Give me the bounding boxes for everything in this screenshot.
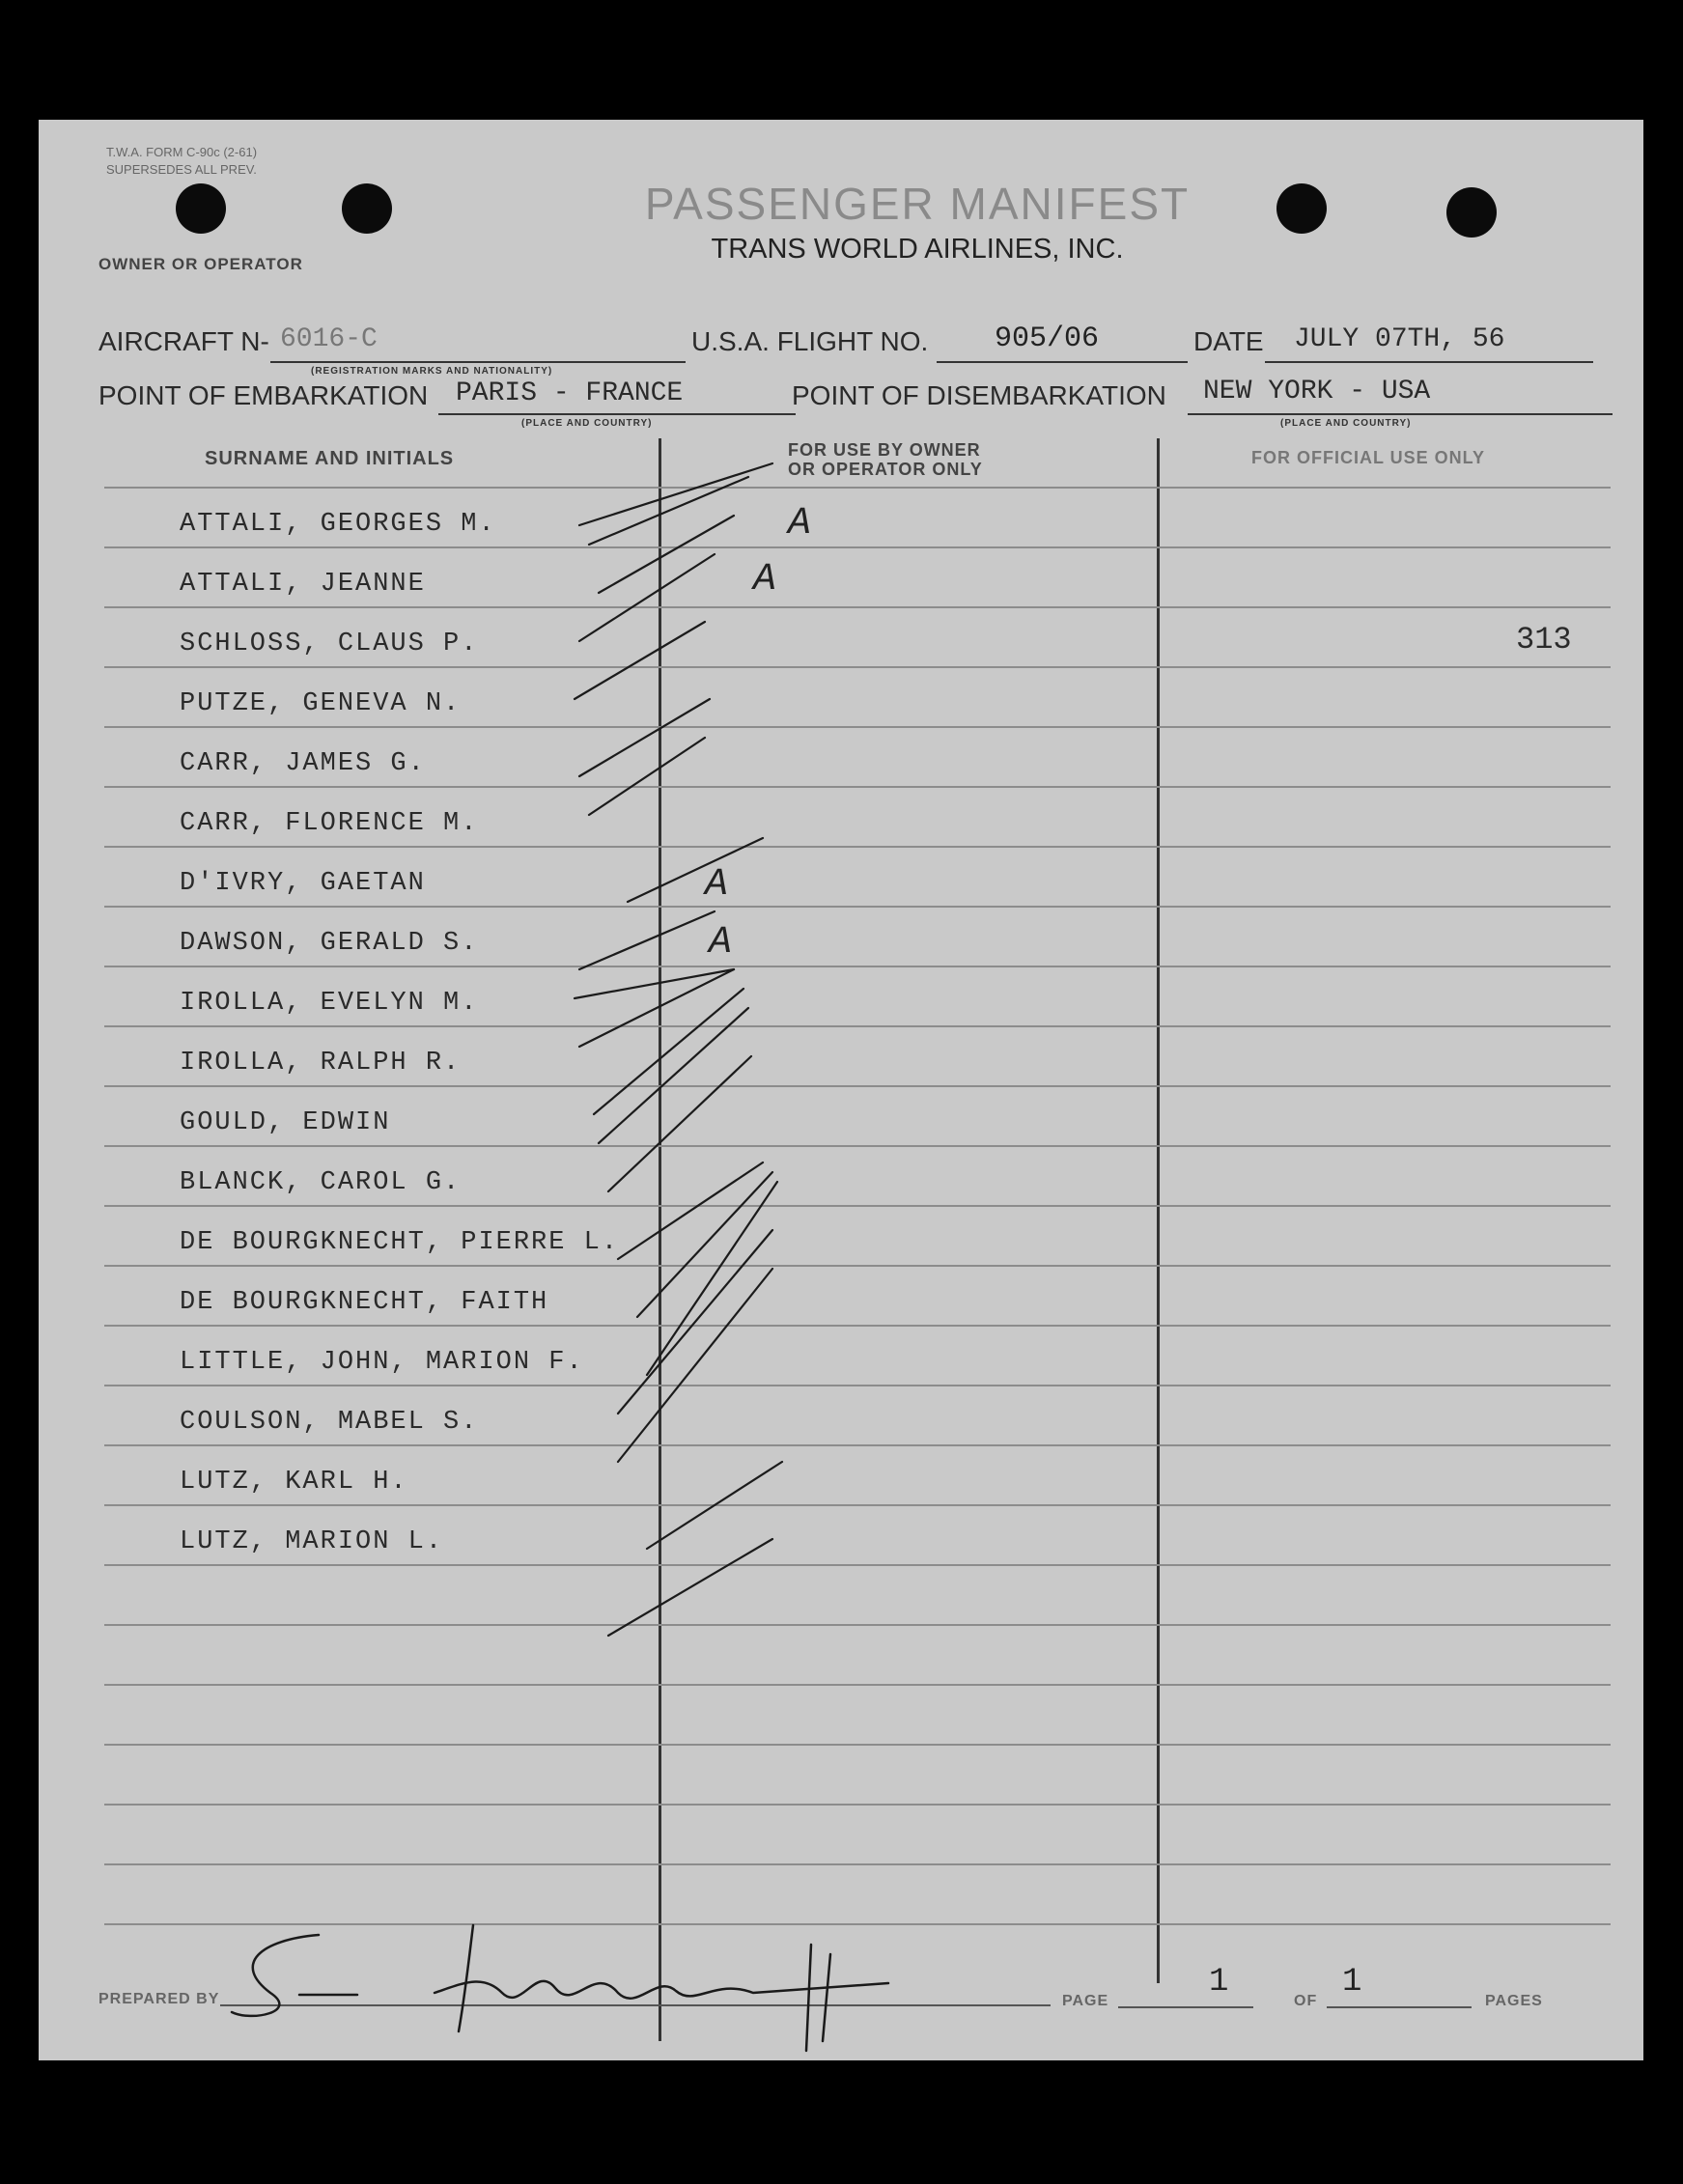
official-note: 313 bbox=[1516, 622, 1572, 658]
embarkation-note: (PLACE AND COUNTRY) bbox=[521, 418, 653, 429]
passenger-name: COULSON, MABEL S. bbox=[180, 1408, 479, 1437]
embarkation-label: POINT OF EMBARKATION bbox=[98, 380, 429, 410]
passenger-name: BLANCK, CAROL G. bbox=[180, 1168, 462, 1197]
passenger-name: CARR, JAMES G. bbox=[180, 749, 426, 778]
passenger-name: ATTALI, GEORGES M. bbox=[180, 510, 496, 539]
passenger-name: SCHLOSS, CLAUS P. bbox=[180, 630, 479, 658]
passenger-name: LUTZ, KARL H. bbox=[180, 1468, 408, 1497]
col-owner-header-2: OR OPERATOR ONLY bbox=[788, 460, 983, 479]
col-surname-header: SURNAME AND INITIALS bbox=[205, 448, 455, 469]
embarkation-value: PARIS - FRANCE bbox=[456, 378, 684, 408]
passenger-name: CARR, FLORENCE M. bbox=[180, 809, 479, 838]
passenger-name: GOULD, EDWIN bbox=[180, 1108, 391, 1137]
passenger-name: IROLLA, EVELYN M. bbox=[180, 989, 479, 1018]
owner-mark-1: A bbox=[788, 502, 812, 546]
col-official-header: FOR OFFICIAL USE ONLY bbox=[1251, 448, 1486, 467]
passenger-name: DE BOURGKNECHT, PIERRE L. bbox=[180, 1228, 620, 1257]
airline-name: TRANS WORLD AIRLINES, INC. bbox=[711, 234, 1124, 265]
page-value: 1 bbox=[1209, 1964, 1229, 2001]
signature bbox=[212, 1887, 946, 2060]
page-title: PASSENGER MANIFEST bbox=[644, 179, 1191, 229]
col-owner-header-1: FOR USE BY OWNER bbox=[788, 440, 981, 460]
passenger-name: IROLLA, RALPH R. bbox=[180, 1049, 462, 1078]
date-label: DATE bbox=[1193, 326, 1264, 356]
owner-mark-3: A bbox=[705, 863, 729, 907]
check-marks bbox=[39, 120, 1643, 2060]
passenger-name: DE BOURGKNECHT, FAITH bbox=[180, 1288, 549, 1317]
owner-mark-4: A bbox=[709, 921, 733, 965]
form-code: T.W.A. FORM C-90c (2-61) bbox=[106, 145, 258, 159]
passenger-name: PUTZE, GENEVA N. bbox=[180, 689, 462, 718]
disembarkation-value: NEW YORK - USA bbox=[1203, 377, 1431, 406]
of-value: 1 bbox=[1342, 1964, 1362, 2001]
passenger-name: LUTZ, MARION L. bbox=[180, 1527, 444, 1556]
disembarkation-label: POINT OF DISEMBARKATION bbox=[792, 380, 1166, 410]
passenger-name: D'IVRY, GAETAN bbox=[180, 869, 426, 898]
form-code-2: SUPERSEDES ALL PREV. bbox=[106, 162, 257, 177]
flight-label: U.S.A. FLIGHT NO. bbox=[691, 326, 929, 356]
owner-mark-2: A bbox=[753, 558, 777, 602]
page-line bbox=[1118, 2006, 1253, 2008]
pages-label: PAGES bbox=[1485, 1993, 1543, 2009]
prepared-by-label: PREPARED BY bbox=[98, 1991, 220, 2007]
owner-operator-label: OWNER OR OPERATOR bbox=[98, 255, 303, 273]
page-label: PAGE bbox=[1062, 1993, 1109, 2009]
aircraft-label: AIRCRAFT N- bbox=[98, 326, 269, 356]
disembarkation-note: (PLACE AND COUNTRY) bbox=[1280, 418, 1412, 429]
date-value: JULY 07TH, 56 bbox=[1294, 324, 1505, 354]
passenger-name: ATTALI, JEANNE bbox=[180, 570, 426, 599]
of-label: OF bbox=[1294, 1993, 1318, 2009]
passenger-name: DAWSON, GERALD S. bbox=[180, 929, 479, 958]
aircraft-value: 6016-C bbox=[280, 324, 378, 354]
passenger-name: LITTLE, JOHN, MARION F. bbox=[180, 1348, 584, 1377]
of-line bbox=[1327, 2006, 1472, 2008]
manifest-page bbox=[39, 120, 1643, 2060]
aircraft-note: (REGISTRATION MARKS AND NATIONALITY) bbox=[311, 366, 553, 377]
flight-value: 905/06 bbox=[995, 322, 1100, 355]
